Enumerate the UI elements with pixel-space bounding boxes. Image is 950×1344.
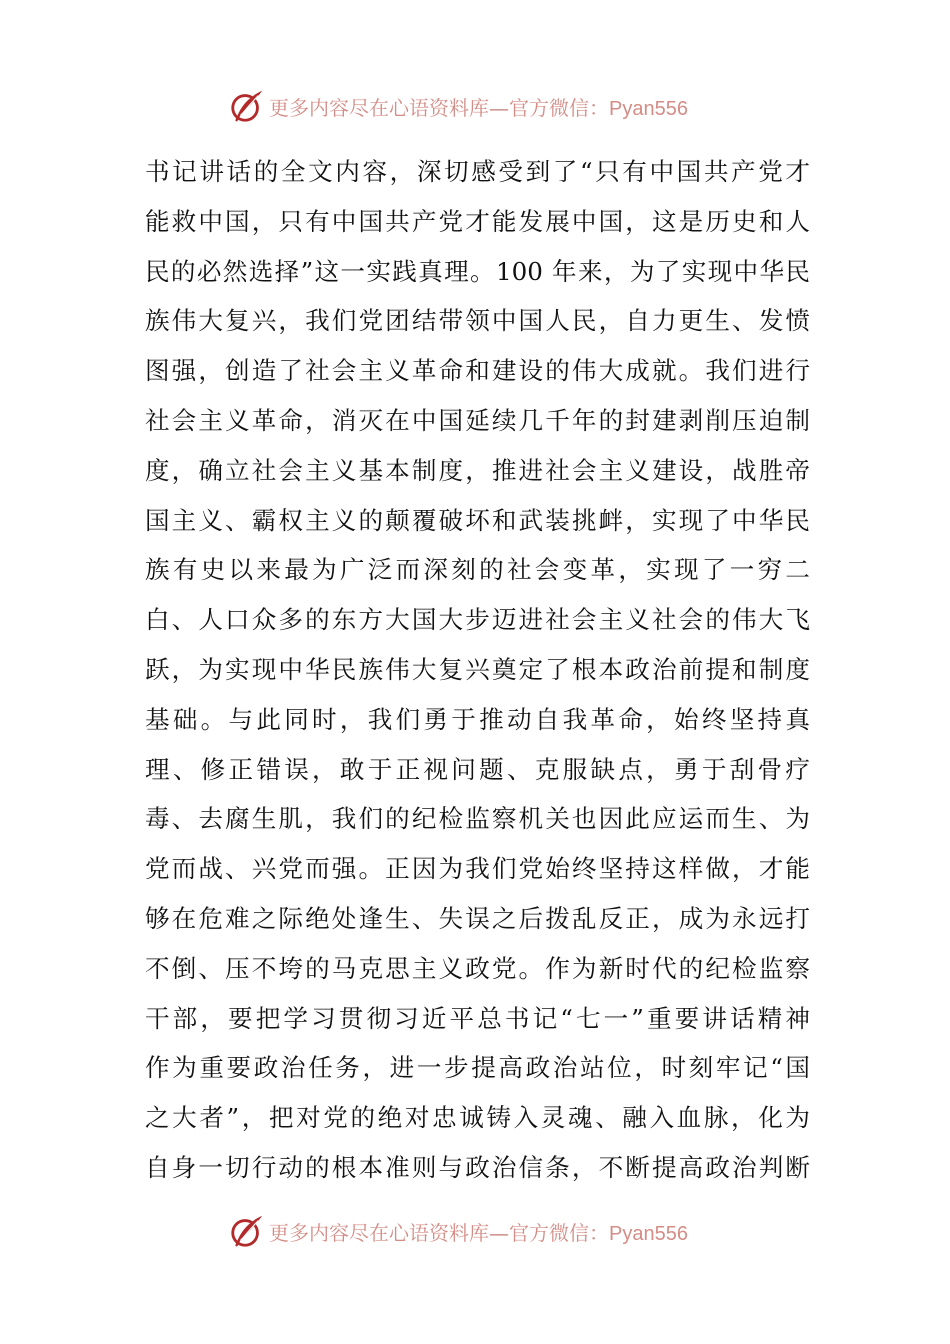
footer-banner-content: [228, 1211, 688, 1251]
body-line: 基础。与此同时，我们勇于推动自我革命，始终坚持真: [145, 704, 810, 734]
header-banner-wx-id: Pyan556: [609, 97, 688, 120]
body-line: 族有史以来最为广泛而深刻的社会变革，实现了一穷二: [145, 555, 810, 585]
header-banner-main: 更多内容尽在心语资料库: [269, 95, 489, 120]
document-body: [145, 147, 810, 1193]
footer-banner-wx-id: Pyan556: [609, 1222, 688, 1245]
header-banner-text: [269, 92, 688, 121]
body-line: 干部，要把学习贯彻习近平总书记“七一”重要讲话精神: [145, 1003, 810, 1033]
body-line: 图强，创造了社会主义革命和建设的伟大成就。我们进行: [145, 356, 810, 386]
footer-banner-text: [269, 1217, 688, 1246]
body-line: 族伟大复兴，我们党团结带领中国人民，自力更生、发愤: [145, 306, 810, 336]
body-line: 党而战、兴党而强。正因为我们党始终坚持这样做，才能: [145, 854, 810, 884]
header-banner-separator: —: [489, 95, 509, 120]
body-line: 社会主义革命，消灭在中国延续几千年的封建剥削压迫制: [145, 405, 810, 435]
body-line: 自身一切行动的根本准则与政治信条，不断提高政治判断: [145, 1152, 810, 1182]
footer-banner-separator: —: [489, 1220, 509, 1245]
body-line: 不倒、压不垮的马克思主义政党。作为新时代的纪检监察: [145, 953, 810, 983]
body-line: 作为重要政治任务，进一步提高政治站位，时刻牢记“国: [145, 1053, 810, 1083]
body-line: 够在危难之际绝处逢生、失误之后拨乱反正，成为永远打: [145, 903, 810, 933]
body-line: 毒、去腐生肌，我们的纪检监察机关也因此应运而生、为: [145, 804, 810, 834]
body-line: 书记讲话的全文内容，深切感受到了“只有中国共产党才: [145, 157, 810, 186]
body-line: 能救中国，只有中国共产党才能发展中国，这是历史和人: [145, 206, 810, 236]
body-line: 国主义、霸权主义的颠覆破坏和武装挑衅，实现了中华民: [145, 505, 810, 535]
body-line: 跃，为实现中华民族伟大复兴奠定了根本政治前提和制度: [145, 654, 810, 684]
body-line: 民的必然选择”这一实践真理。100 年来，为了实现中华民: [145, 256, 810, 286]
footer-banner: [0, 1211, 950, 1251]
body-line: 之大者”，把对党的绝对忠诚铸入灵魂、融入血脉，化为: [145, 1103, 810, 1133]
header-banner-wx-label: 官方微信：: [509, 95, 609, 120]
body-line: 理、修正错误，敢于正视问题、克服缺点，勇于刮骨疗: [145, 754, 810, 784]
header-banner-content: [228, 86, 688, 126]
quill-logo-icon: [228, 1212, 266, 1250]
footer-banner-wx-label: 官方微信：: [509, 1220, 609, 1245]
body-line: 度，确立社会主义基本制度，推进社会主义建设，战胜帝: [145, 455, 810, 485]
quill-logo-icon: [228, 87, 266, 125]
body-line: 白、人口众多的东方大国大步迈进社会主义社会的伟大飞: [145, 605, 810, 635]
footer-banner-main: 更多内容尽在心语资料库: [269, 1220, 489, 1245]
header-banner: [0, 86, 950, 126]
